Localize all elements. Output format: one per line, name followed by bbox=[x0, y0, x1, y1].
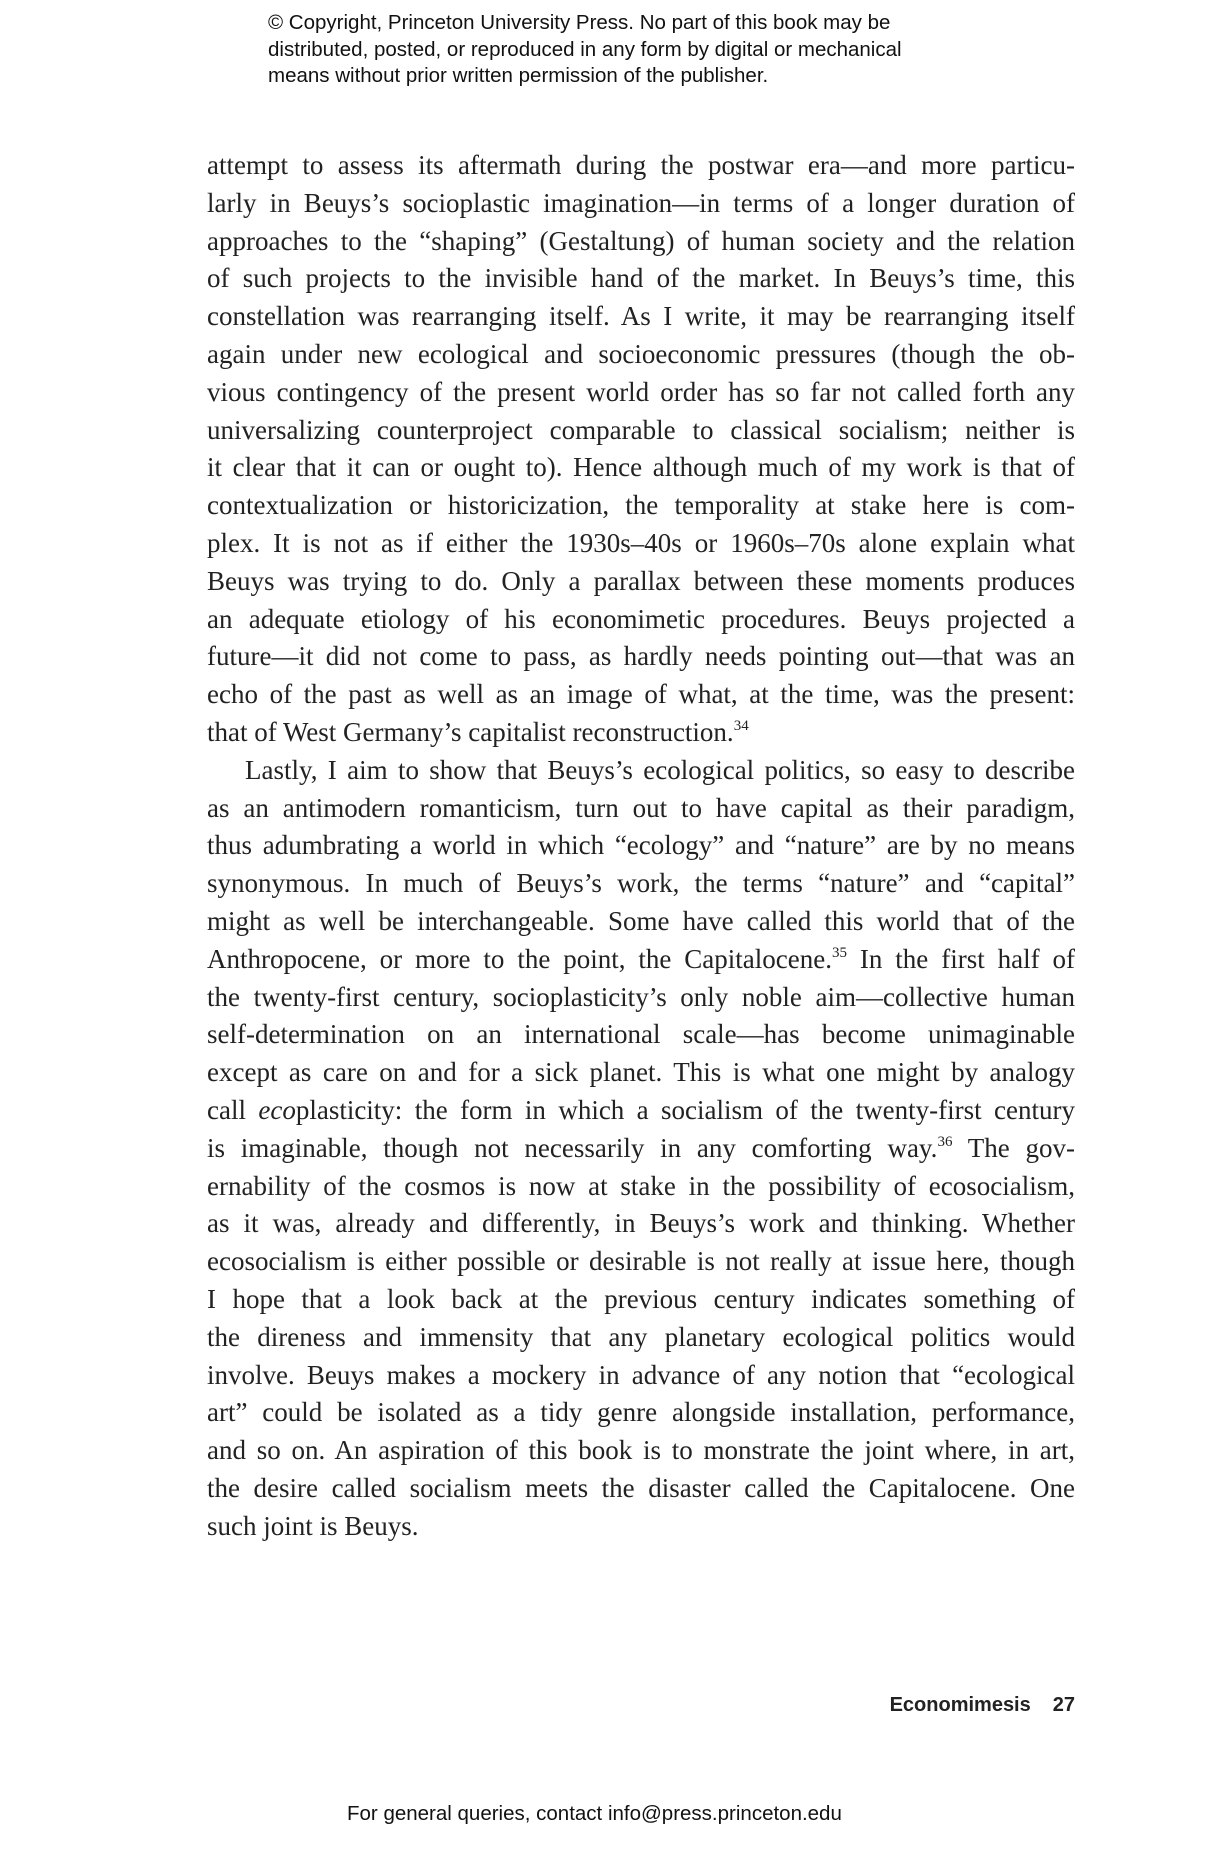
copyright-line: distributed, posted, or reproduced in any form by digital or mechanical bbox=[268, 37, 902, 61]
text-line: plex. It is not as if either the 1930s–40s or 1960s–70s alone explain what bbox=[207, 527, 1075, 558]
italic-text: eco bbox=[258, 1094, 296, 1125]
line-text: In the first half of bbox=[846, 943, 1075, 974]
copyright-notice bbox=[268, 10, 968, 90]
text-line: ernability of the cosmos is now at stake in the possibility of ecosocialism, bbox=[207, 1170, 1075, 1201]
text-line: Beuys was trying to do. Only a parallax between these moments produces bbox=[207, 565, 1075, 596]
text-line: universalizing counterproject comparable to classical socialism; neither is bbox=[207, 414, 1075, 445]
text-line: involve. Beuys makes a mockery in advance of any notion that “ecological bbox=[207, 1359, 1075, 1390]
text-line bbox=[207, 1130, 1075, 1168]
text-line: as it was, already and differently, in Beuys’s work and thinking. Whether bbox=[207, 1208, 1075, 1239]
line-text: plasticity: the form in which a socialism of the twenty-first century bbox=[295, 1094, 1075, 1125]
text-line: echo of the past as well as an image of what, at the time, was the present: bbox=[207, 679, 1075, 710]
running-title: Economimesis bbox=[889, 1694, 1031, 1716]
text-line: larly in Beuys’s socioplastic imagination—in terms of a longer duration of bbox=[207, 187, 1075, 218]
text-line: of such projects to the invisible hand of the market. In Beuys’s time, this bbox=[207, 263, 1075, 294]
footnote-ref-36[interactable]: 36 bbox=[937, 1133, 953, 1150]
line-text: call bbox=[207, 1094, 259, 1125]
text-line: attempt to assess its aftermath during the postwar era—and more particu- bbox=[207, 150, 1075, 180]
text-line: and so on. An aspiration of this book is to monstrate the joint where, in art, bbox=[207, 1435, 1075, 1466]
text-line: again under new ecological and socioeconomic pressures (though the ob- bbox=[207, 338, 1075, 369]
text-line: ecosocialism is either possible or desirable is not really at issue here, though bbox=[207, 1246, 1075, 1277]
line-text: The gov- bbox=[952, 1132, 1075, 1163]
text-line: contextualization or historicization, the temporality at stake here is com- bbox=[207, 490, 1075, 521]
text-line: thus adumbrating a world in which “ecology” and “nature” are by no means bbox=[207, 830, 1075, 861]
page-number: 27 bbox=[1052, 1694, 1075, 1716]
text-line: the twenty-first century, socioplasticity’s only noble aim—collective human bbox=[207, 981, 1075, 1012]
text-line: constellation was rearranging itself. As I write, it may be rearranging itself bbox=[207, 301, 1075, 332]
line-text: Anthropocene, or more to the point, the Capitalocene. bbox=[207, 943, 832, 974]
text-line bbox=[207, 714, 1075, 752]
text-line: as an antimodern romanticism, turn out to have capital as their paradigm, bbox=[207, 792, 1075, 823]
text-line: I hope that a look back at the previous century indicates something of bbox=[207, 1283, 1075, 1314]
copyright-line: © Copyright, Princeton University Press. No part of this book may be bbox=[268, 11, 891, 34]
text-line: such joint is Beuys. bbox=[207, 1510, 419, 1541]
contact-footer: For general queries, contact info@press.princeton.edu bbox=[347, 1802, 842, 1825]
copyright-line: means without prior written permission of the publisher. bbox=[268, 64, 769, 87]
text-line: might as well be interchangeable. Some have called this world that of the bbox=[207, 905, 1075, 936]
text-line: approaches to the “shaping” (Gestaltung) of human society and the relation bbox=[207, 225, 1075, 256]
footnote-ref-34[interactable]: 34 bbox=[733, 717, 749, 734]
body-text bbox=[207, 147, 1075, 1545]
text-line bbox=[207, 941, 1075, 979]
paragraph-start-line: Lastly, I aim to show that Beuys’s ecological politics, so easy to describe bbox=[245, 754, 1075, 785]
running-footer bbox=[890, 1694, 1075, 1717]
line-text: is imaginable, though not necessarily in any comforting way. bbox=[207, 1132, 938, 1163]
text-line: future—it did not come to pass, as hardly needs pointing out—that was an bbox=[207, 641, 1075, 672]
text-line: art” could be isolated as a tidy genre alongside installation, performance, bbox=[207, 1397, 1075, 1428]
line-text: that of West Germany’s capitalist reconstruction. bbox=[207, 716, 734, 747]
text-line: except as care on and for a sick planet. This is what one might by analogy bbox=[207, 1057, 1075, 1088]
text-line: synonymous. In much of Beuys’s work, the terms “nature” and “capital” bbox=[207, 868, 1075, 899]
text-line: the direness and immensity that any planetary ecological politics would bbox=[207, 1321, 1075, 1352]
text-line: it clear that it can or ought to). Hence although much of my work is that of bbox=[207, 452, 1075, 483]
text-line: the desire called socialism meets the disaster called the Capitalocene. One bbox=[207, 1472, 1075, 1503]
text-line bbox=[207, 1092, 1075, 1130]
text-line: an adequate etiology of his economimetic procedures. Beuys projected a bbox=[207, 603, 1075, 634]
footnote-ref-35[interactable]: 35 bbox=[831, 944, 847, 961]
text-line: self-determination on an international scale—has become unimaginable bbox=[207, 1019, 1075, 1050]
text-line: vious contingency of the present world order has so far not called forth any bbox=[207, 376, 1075, 407]
